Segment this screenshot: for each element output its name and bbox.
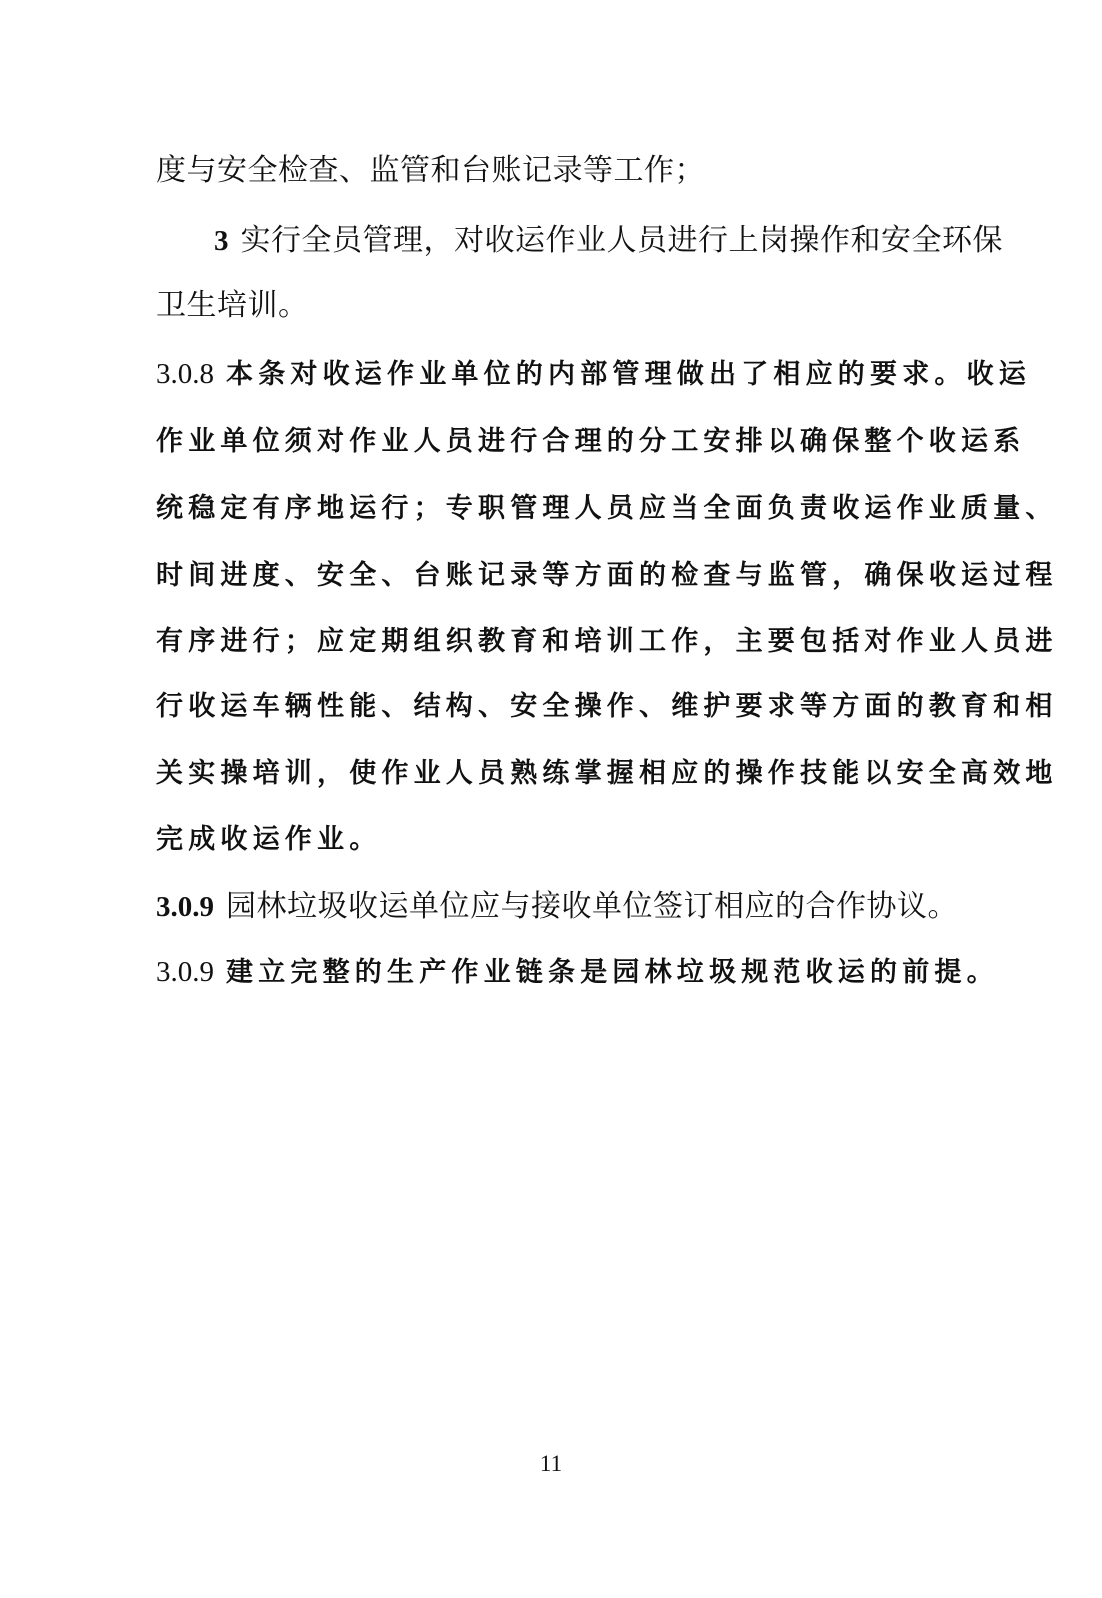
body-line [156, 288, 309, 323]
explanation-line [156, 693, 1058, 720]
line-text: 完成收运作业。 [156, 824, 382, 855]
body-line [156, 153, 705, 188]
line-text: 度与安全检查、监管和台账记录等工作； [156, 153, 705, 188]
item-number: 3 [214, 225, 229, 257]
clause-item [214, 223, 1003, 258]
line-text: 实行全员管理，对收运作业人员进行上岗操作和安全环保 [240, 223, 1003, 258]
line-text: 园林垃圾收运单位应与接收单位签订相应的合作协议。 [226, 889, 958, 924]
clause-number: 3.0.9 [156, 956, 214, 988]
line-text: 有序进行；应定期组织教育和培训工作，主要包括对作业人员进 [156, 626, 1058, 657]
explanation-line [156, 562, 1058, 589]
line-text: 本条对收运作业单位的内部管理做出了相应的要求。收运 [226, 359, 1031, 390]
clause-number: 3.0.8 [156, 358, 214, 390]
line-text: 关实操培训，使作业人员熟练掌握相应的操作技能以安全高效地 [156, 758, 1058, 789]
clause-number: 3.0.9 [156, 891, 214, 923]
line-text: 作业单位须对作业人员进行合理的分工安排以确保整个收运系 [156, 426, 1026, 457]
line-text: 行收运车辆性能、结构、安全操作、维护要求等方面的教育和相 [156, 691, 1058, 722]
line-text: 时间进度、安全、台账记录等方面的检查与监管，确保收运过程 [156, 560, 1058, 591]
line-text: 卫生培训。 [156, 288, 309, 323]
line-text: 建立完整的生产作业链条是园林垃圾规范收运的前提。 [226, 957, 999, 988]
clause-line [156, 889, 958, 924]
explanation-line [156, 826, 381, 853]
page-number: 11 [539, 1451, 563, 1476]
explanation-line [156, 760, 1058, 787]
explanation-line [156, 495, 1058, 522]
explanation-line [156, 628, 1058, 655]
explanation-heading-line [156, 360, 1031, 389]
explanation-heading-line [156, 958, 999, 987]
explanation-line [156, 428, 1025, 455]
line-text: 统稳定有序地运行；专职管理人员应当全面负责收运作业质量、 [156, 493, 1058, 524]
